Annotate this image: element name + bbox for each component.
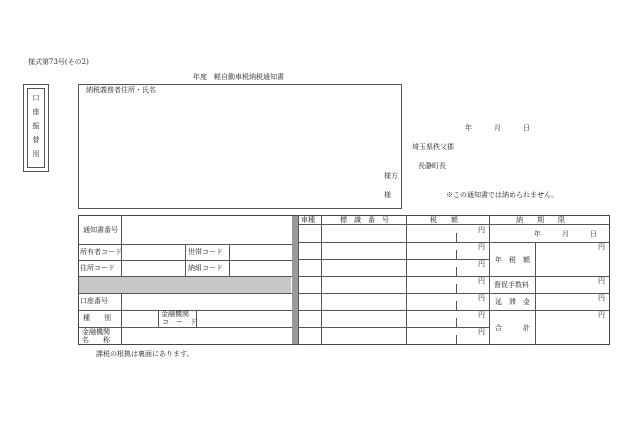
label-bank-code-2: コ ー ド <box>162 318 197 326</box>
label-annual-tax: 年 税 額 <box>495 256 530 264</box>
tick <box>456 250 457 259</box>
rule <box>78 293 292 294</box>
label-household-code: 世帯コード <box>188 248 223 256</box>
label-owner-code: 所有者コード <box>80 248 122 256</box>
label-bank-code-1: 金融機関 <box>161 310 189 318</box>
notice-text: ※この通知書では納められません。 <box>446 191 559 199</box>
rule <box>298 242 490 243</box>
yen-mark: 円 <box>598 243 605 251</box>
rule <box>158 310 159 327</box>
rule <box>298 259 490 260</box>
yen-mark: 円 <box>478 243 485 251</box>
yen-mark: 円 <box>478 226 485 234</box>
label-payment-code: 納組コード <box>188 264 223 272</box>
address-suffix-sama: 様 <box>384 191 391 199</box>
koza-char-2: 座 <box>32 108 40 116</box>
yen-mark: 円 <box>598 294 605 302</box>
rule <box>489 215 490 345</box>
rule <box>535 276 536 345</box>
rule <box>298 310 610 311</box>
label-address-code: 住所コード <box>80 264 115 272</box>
label-bank-name-1: 金融機関 <box>82 328 110 336</box>
taxpayer-label: 納税義務者住所・氏名 <box>86 86 156 94</box>
tick <box>456 335 457 344</box>
label-notice-number: 通知書番号 <box>83 226 118 234</box>
label-account-number: 口座番号 <box>80 297 108 305</box>
date-month: 月 <box>494 124 501 132</box>
header-due-date: 納 期 限 <box>516 216 565 224</box>
header-vehicle-type: 車種 <box>301 216 315 224</box>
taxpayer-box <box>78 84 402 209</box>
rule <box>78 327 292 328</box>
address-suffix-samakata: 様方 <box>384 172 398 180</box>
koza-char-5: 用 <box>32 150 40 158</box>
koza-char-3: 振 <box>32 122 40 130</box>
label-bank-name-2: 名 称 <box>82 336 110 344</box>
footer-note: 課税の根拠は裏面にあります。 <box>96 350 194 358</box>
yen-mark: 円 <box>478 311 485 319</box>
tick <box>456 267 457 276</box>
rule <box>321 215 322 345</box>
rule <box>406 215 407 345</box>
label-type: 種 別 <box>83 314 111 322</box>
shaded-row <box>79 276 291 293</box>
tick <box>456 284 457 293</box>
tick <box>456 301 457 310</box>
label-total: 合 計 <box>495 324 530 332</box>
yen-mark: 円 <box>478 328 485 336</box>
yen-mark: 円 <box>478 277 485 285</box>
issuer-mayor: 長瀞町長 <box>418 162 446 170</box>
document-title: 年度 軽自動車税納税通知書 <box>193 73 284 81</box>
rule <box>121 293 122 345</box>
koza-char-4: 替 <box>32 136 40 144</box>
yen-mark: 円 <box>598 311 605 319</box>
label-penalty-fee: 督促手数料 <box>494 281 529 289</box>
due-date-ymd: 年 月 日 <box>534 230 597 238</box>
header-plate-number: 標 識 番 号 <box>340 216 389 224</box>
tick <box>456 233 457 242</box>
issuer-prefecture: 埼玉県秩父郡 <box>412 143 454 151</box>
yen-mark: 円 <box>598 277 605 285</box>
rule <box>298 327 490 328</box>
yen-mark: 円 <box>478 294 485 302</box>
header-tax-amount: 税 額 <box>430 216 458 224</box>
rule <box>489 242 610 243</box>
tick <box>456 318 457 327</box>
yen-mark: 円 <box>478 260 485 268</box>
rule <box>298 215 299 345</box>
koza-char-1: 口 <box>32 94 40 102</box>
date-year: 年 <box>465 124 472 132</box>
date-day: 日 <box>523 124 530 132</box>
rule <box>535 242 536 276</box>
form-number: 様式第73号(その2) <box>28 58 89 66</box>
rule <box>121 215 122 245</box>
rule <box>229 244 230 276</box>
rule <box>78 276 292 277</box>
label-delay-charge: 延 滞 金 <box>495 298 530 306</box>
rule <box>298 276 610 277</box>
rule <box>298 293 610 294</box>
rule <box>185 244 186 276</box>
